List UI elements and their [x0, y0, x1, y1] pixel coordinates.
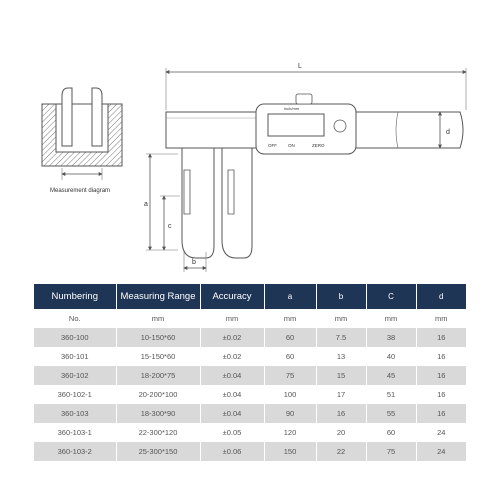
cell: 360-103-1	[34, 423, 116, 442]
cell: 16	[416, 404, 466, 423]
cell: 16	[316, 404, 366, 423]
header-measuring-range: Measuring Range	[116, 284, 200, 309]
table-row	[34, 347, 466, 366]
cell: 51	[366, 385, 416, 404]
cell: 360-103-2	[34, 442, 116, 461]
cell: 60	[366, 423, 416, 442]
cell: 60	[264, 347, 316, 366]
table-row	[34, 385, 466, 404]
cell: 55	[366, 404, 416, 423]
cell: 100	[264, 385, 316, 404]
jaw-left-outline	[62, 88, 72, 146]
cell: 16	[416, 328, 466, 347]
header-b: b	[316, 284, 366, 309]
cell: 16	[416, 385, 466, 404]
cell: 25-300*150	[116, 442, 200, 461]
spec-table	[34, 284, 466, 461]
hatched-workpiece	[42, 104, 122, 166]
cell: 24	[416, 423, 466, 442]
cell: ±0.06	[200, 442, 264, 461]
cell: 360-100	[34, 328, 116, 347]
table-header-row	[34, 284, 466, 309]
cell: ±0.04	[200, 404, 264, 423]
measurement-diagram	[42, 88, 122, 194]
cell: 13	[316, 347, 366, 366]
on-label: ON	[288, 143, 295, 148]
cell: 16	[416, 347, 466, 366]
cell: 18-300*90	[116, 404, 200, 423]
cell: 60	[264, 328, 316, 347]
cell: 38	[366, 328, 416, 347]
header-numbering: Numbering	[34, 284, 116, 309]
dim-label-b: b	[192, 259, 196, 266]
cell: 15-150*60	[116, 347, 200, 366]
table-row	[34, 442, 466, 461]
cell: 360-101	[34, 347, 116, 366]
off-label: OFF	[268, 143, 277, 148]
cell: 75	[366, 442, 416, 461]
header-d: d	[416, 284, 466, 309]
zero-label: ZERO	[312, 143, 325, 148]
cell: 40	[366, 347, 416, 366]
header-c: C	[366, 284, 416, 309]
lcd-screen	[268, 114, 324, 136]
cell: mm	[116, 309, 200, 328]
table-row	[34, 366, 466, 385]
cell: mm	[366, 309, 416, 328]
cell: 15	[316, 366, 366, 385]
cell: mm	[416, 309, 466, 328]
cell: 7.5	[316, 328, 366, 347]
cell: 360-102	[34, 366, 116, 385]
cell: 120	[264, 423, 316, 442]
table-row	[34, 309, 466, 328]
header-a: a	[264, 284, 316, 309]
cell: 90	[264, 404, 316, 423]
cell: 18-200*75	[116, 366, 200, 385]
cell: 22	[316, 442, 366, 461]
cell: mm	[200, 309, 264, 328]
dim-label-d: d	[446, 129, 450, 136]
table-row	[34, 328, 466, 347]
cell: ±0.04	[200, 366, 264, 385]
cell: 45	[366, 366, 416, 385]
cell: 360-103	[34, 404, 116, 423]
measurement-diagram-label: Measurement diagram	[50, 188, 111, 194]
jaw-right-outline	[92, 88, 102, 146]
table-row	[34, 404, 466, 423]
cell: 16	[416, 366, 466, 385]
dim-label-L: L	[298, 63, 302, 70]
cell: ±0.04	[200, 385, 264, 404]
cell: 75	[264, 366, 316, 385]
cell: 20	[316, 423, 366, 442]
cell: 150	[264, 442, 316, 461]
cell: 10-150*60	[116, 328, 200, 347]
thumb-wheel-icon	[334, 120, 346, 132]
dim-label-a: a	[144, 201, 148, 208]
table-row	[34, 423, 466, 442]
cell: ±0.02	[200, 328, 264, 347]
cell: 360-102-1	[34, 385, 116, 404]
cell: 17	[316, 385, 366, 404]
dim-label-c: c	[168, 223, 172, 230]
cell: mm	[264, 309, 316, 328]
cell: mm	[316, 309, 366, 328]
cell: 24	[416, 442, 466, 461]
cell: 22-300*120	[116, 423, 200, 442]
cell: No.	[34, 309, 116, 328]
movable-jaw	[222, 148, 252, 258]
cell: ±0.02	[200, 347, 264, 366]
cell: ±0.05	[200, 423, 264, 442]
cell: 20-200*100	[116, 385, 200, 404]
caliper-drawing	[144, 63, 466, 272]
unit-button-label: inch/mm	[284, 106, 300, 111]
header-accuracy: Accuracy	[200, 284, 264, 309]
